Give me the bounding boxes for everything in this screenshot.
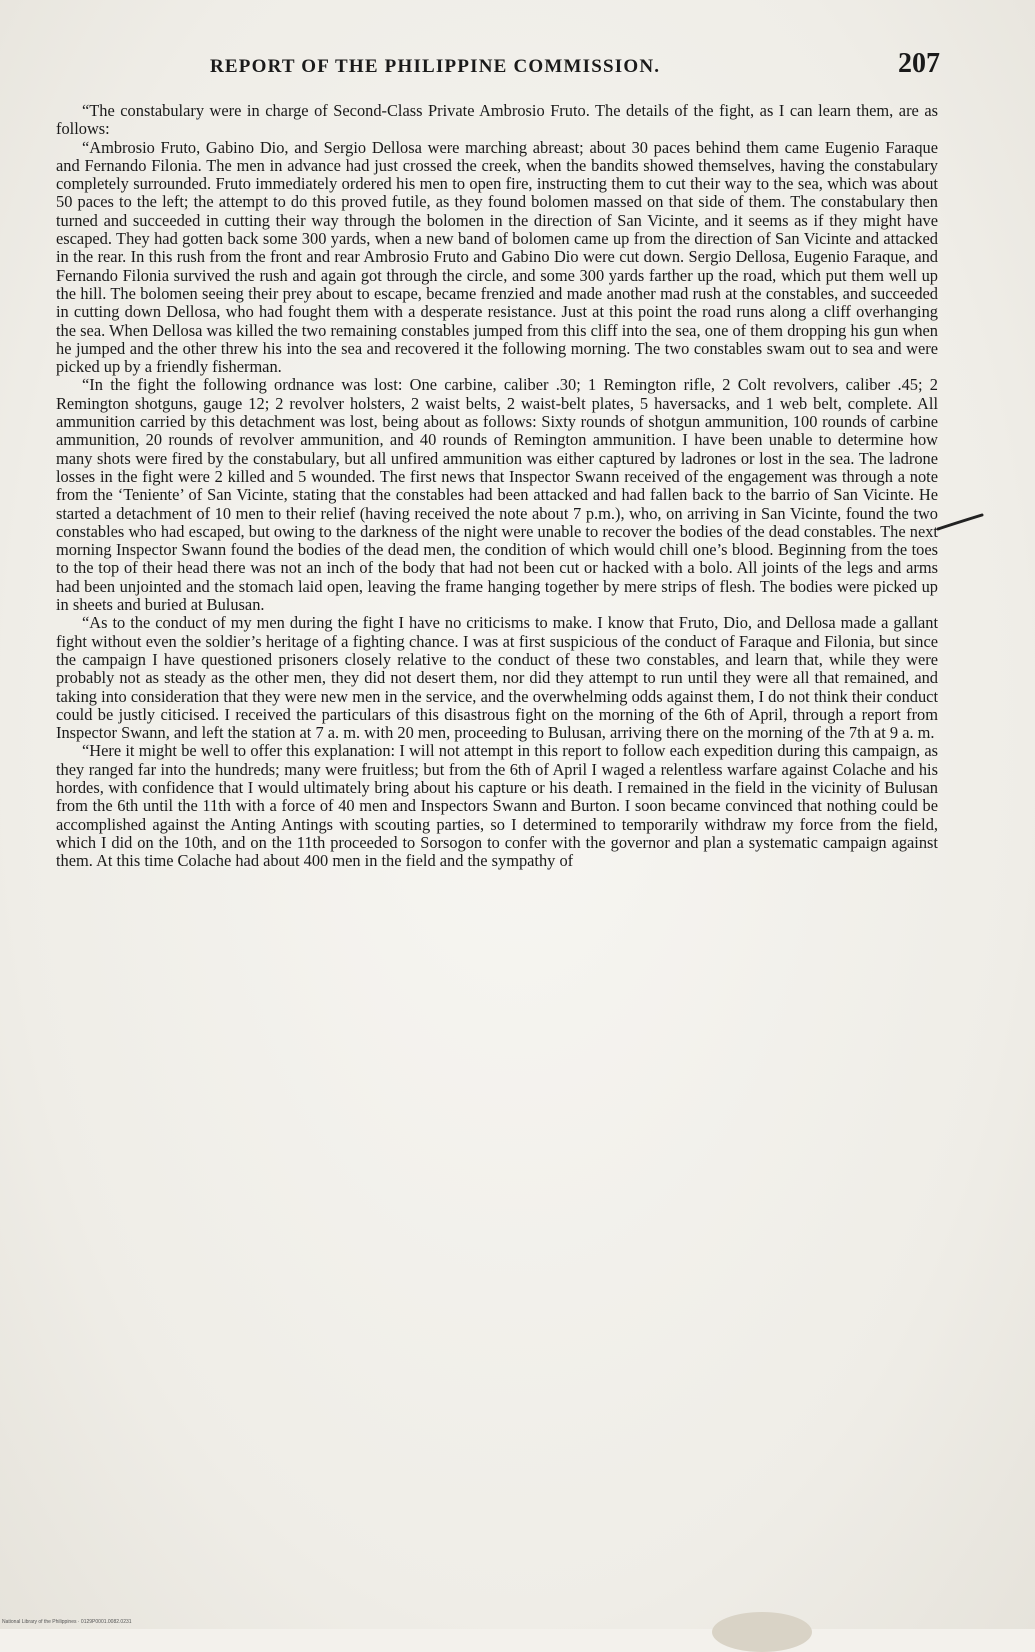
scan-artifact: [712, 1612, 812, 1652]
running-head: REPORT OF THE PHILIPPINE COMMISSION.: [210, 56, 661, 77]
body-text: [56, 102, 938, 870]
paragraph: “Here it might be well to offer this explanation: I will not attempt in this report to follow each expedition during this campaign, as they ranged far into the hundreds; many were fruitless; but from the 6th of April I waged a relentless warfare against Colache and his hordes, with confidence that I would ultimately bring about his capture or his death. I remained in the field in the vicinity of Bulusan from the 6th until the 11th with a force of 40 men and Inspectors Swann and Burton. I soon became convinced that nothing could be accomplished against the Anting Antings with scouting parties, so I determined to temporarily withdraw my force from the field, which I did on the 10th, and on the 11th proceeded to Sorsogon to confer with the governor and plan a systematic campaign against them. At this time Colache had about 400 men in the field and the sympathy of: [56, 741, 938, 871]
footer-source-id: National Library of the Philippines · 0129P0001.0082.0231: [2, 1619, 132, 1625]
margin-pen-mark: [936, 513, 986, 533]
page-header: [60, 48, 940, 88]
paragraph: “As to the conduct of my men during the fight I have no criticisms to make. I know that Fruto, Dio, and Dellosa made a gallant fight without even the soldier’s heritage of a fighting chance. I was at first suspicious of the conduct of Faraque and Filonia, but since the campaign I have questioned prisoners closely relative to the conduct of these two constables, and learn that, while they were probably not as steady as the other men, they did not desert them, nor did they attempt to run until they were all that remained, and taking into consideration that they were new men in the service, and the overwhelming odds against them, I do not think their conduct could be justly citicised. I received the particulars of this disastrous fight on the morning of the 6th of April, through a report from Inspector Swann, and left the station at 7 a. m. with 20 men, proceeding to Bulusan, arriving there on the morning of the 7th at 9 a. m.: [56, 613, 938, 743]
page-number: 207: [898, 48, 940, 79]
paragraph: “Ambrosio Fruto, Gabino Dio, and Sergio Dellosa were marching abreast; about 30 paces behind them came Eugenio Faraque and Fernando Filonia. The men in advance had just crossed the creek, when the bandits showed themselves, having the constabulary completely surrounded. Fruto immediately ordered his men to open fire, instructing them to cut their way to the sea, which was about 50 paces to the left; the attempt to do this proved futile, as they found bolomen massed on that side of them. The constabulary then turned and succeeded in cutting their way through the bolomen in the direction of San Vicinte, and it seems as if they might have escaped. They had gotten back some 300 yards, when a new band of bolomen came up from the direction of San Vicinte and attacked in the rear. In this rush from the front and rear Ambrosio Fruto and Gabino Dio were cut down. Sergio Dellosa, Eugenio Faraque, and Fernando Filonia survived the rush and again got through the circle, and some 300 yards farther up the road, which put them well up the hill. The bolomen seeing their prey about to escape, became frenzied and made another mad rush at the constables, and succeeded in cutting down Dellosa, who had fought them with a desperate resistance. Just at this point the road runs along a cliff overhanging the sea. When Dellosa was killed the two remaining constables jumped from this cliff into the sea, one of them dropping his gun when he jumped and the other threw his into the sea and recovered it the following morning. The two constables swam out to sea and were picked up by a friendly fisherman.: [56, 137, 938, 377]
paragraph: “The constabulary were in charge of Second-Class Private Ambrosio Fruto. The details of the fight, as I can learn them, are as follows:: [56, 101, 938, 139]
paragraph: “In the fight the following ordnance was lost: One carbine, caliber .30; 1 Remington rifle, 2 Colt revolvers, caliber .45; 2 Remington shotguns, gauge 12; 2 revolver holsters, 2 waist belts, 2 waist-belt plates, 5 haversacks, and 1 web belt, complete. All ammunition carried by this detachment was lost, being about as follows: Sixty rounds of shotgun ammunition, 100 rounds of carbine ammunition, 20 rounds of revolver ammunition, and 40 rounds of Remington ammunition. I have been unable to determine how many shots were fired by the constabulary, but all unfired ammunition was either captured by ladrones or lost in the sea. The ladrone losses in the fight were 2 killed and 5 wounded. The first news that Inspector Swann received of the engagement was through a note from the ‘Teniente’ of San Vicinte, stating that the constables had been attacked and had fallen back to the barrio of San Vicinte. He started a detachment of 10 men to their relief (having received the note about 7 p.m.), who, on arriving in San Vicinte, found the two constables who had escaped, but owing to the darkness of the night were unable to recover the bodies of the dead constables. The next morning Inspector Swann found the bodies of the dead men, the condition of which would chill one’s blood. Beginning from the toes to the top of their head there was not an inch of the body that had not been cut or hacked with a bolo. All joints of the legs and arms had been unjointed and the stomach laid open, leaving the frame hanging together by mere strips of flesh. The bodies were picked up in sheets and buried at Bulusan.: [56, 375, 938, 615]
